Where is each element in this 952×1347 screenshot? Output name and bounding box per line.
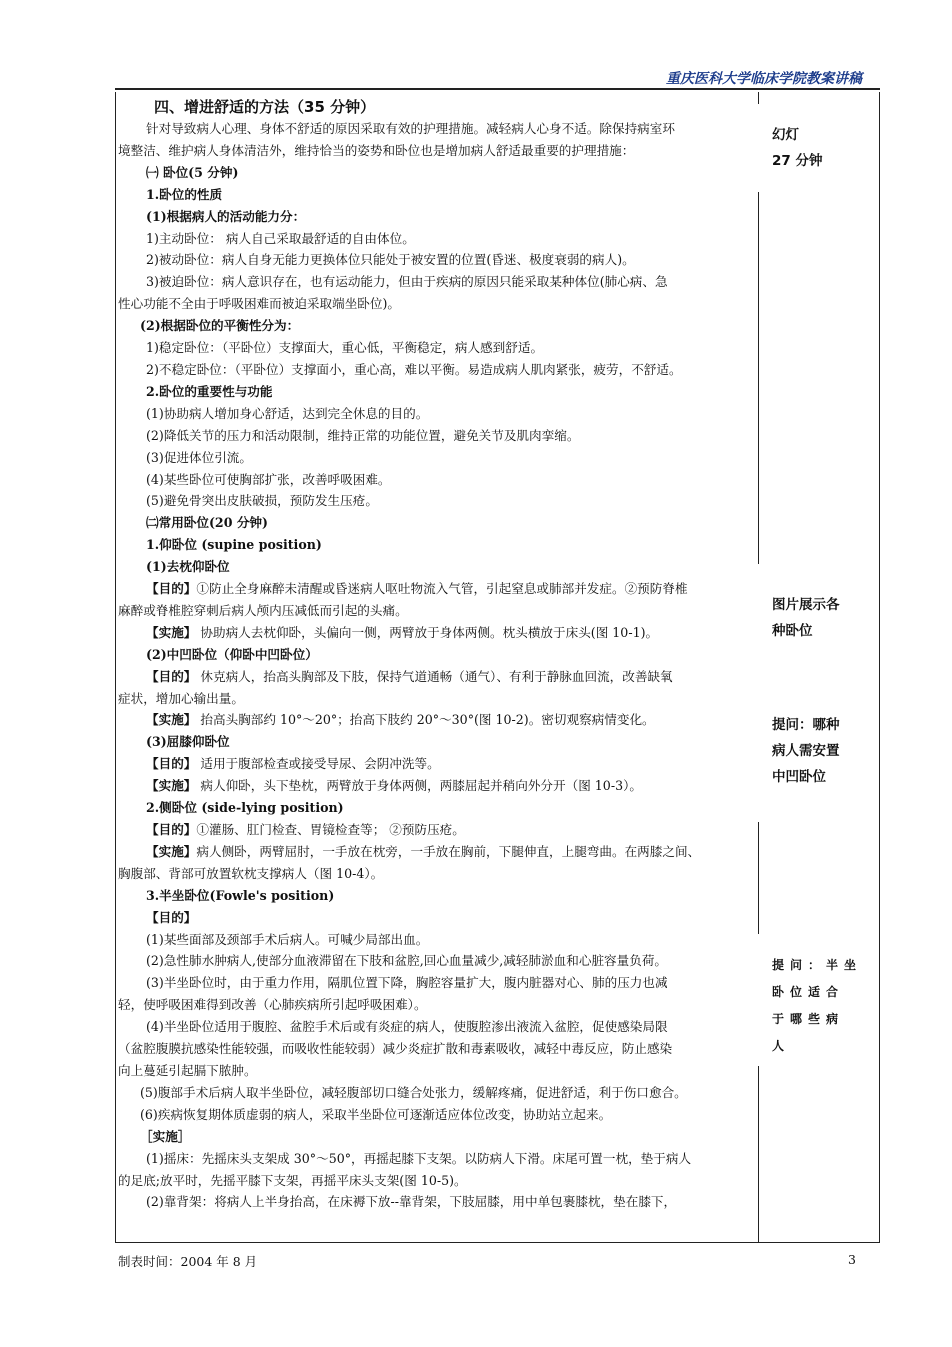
side-note-line: 图片展示各: [772, 597, 840, 613]
column-divider: [758, 192, 759, 564]
column-divider: [758, 92, 759, 104]
tag-label: 【目的】: [146, 822, 197, 837]
subheading: ㈡常用卧位(20 分钟): [146, 515, 268, 531]
list-item: 2)被动卧位：病人自身无能力更换体位只能处于被安置的位置(昏迷、极度衰弱的病人)。: [146, 252, 635, 268]
subheading: ㈠ 卧位(5 分钟): [146, 164, 239, 180]
tag-label: 【实施】: [146, 712, 197, 728]
list-item: (5)腹部手术后病人取半坐卧位，减轻腹部切口缝合处张力，缓解疼痛，促进舒适，利于伤口愈合。: [140, 1084, 687, 1100]
paragraph-text: 抬高头胸部约 10°～20°；抬高下肢约 20°～30°(图 10-2)。密切观察病情变化。: [196, 712, 655, 728]
page-number: 3: [848, 1252, 856, 1267]
list-item: （盆腔腹膜抗感染性能较强，而吸收性能较弱）减少炎症扩散和毒素吸收，减轻中毒反应，防止感染: [118, 1041, 673, 1057]
list-item: 1)稳定卧位：（平卧位）支撑面大，重心低，平衡稳定，病人感到舒适。: [146, 340, 544, 356]
side-note-question-1: [772, 712, 872, 790]
list-item: (2)急性肺水肿病人,使部分血液滞留在下肢和盆腔,回心血量减少,减轻肺淤血和心脏容量负荷。: [146, 953, 668, 969]
list-item: (6)疾病恢复期体质虚弱的病人，采取半坐卧位可逐渐适应体位改变，协助站立起来。: [140, 1106, 612, 1122]
tag-label: 【实施】: [146, 624, 197, 640]
paragraph: [118, 666, 754, 688]
lecture-content: [118, 96, 754, 1213]
list-item: (4)半坐卧位适用于腹腔、盆腔手术后或有炎症的病人，使腹腔渗出液流入盆腔，促使感染局限: [146, 1019, 668, 1035]
paragraph: [118, 775, 754, 797]
tag-label: ［实施］: [140, 1128, 191, 1144]
side-note-line: 种卧位: [772, 623, 813, 639]
tag-label: 【目的】: [146, 581, 197, 597]
side-note-slides: [772, 122, 872, 174]
tag-label: 【实施】: [146, 778, 197, 794]
paragraph: [118, 819, 754, 841]
list-item: 1)主动卧位： 病人自己采取最舒适的自由体位。: [146, 230, 415, 246]
side-note-line: 于哪些病: [772, 1012, 845, 1026]
paragraph: 针对导致病人心理、身体不舒适的原因采取有效的护理措施。减轻病人心身不适。除保持病室环: [146, 121, 675, 136]
paragraph: [118, 841, 754, 863]
list-item: 的足底;放平时，先摇平膝下支架，再摇平床头支架(图 10-5)。: [118, 1172, 467, 1188]
subheading: 2.侧卧位 (side-lying position): [146, 800, 344, 816]
paragraph-text: ①灌肠、肛门检查、胃镜检查等； ②预防压疮。: [196, 822, 465, 837]
list-item: (5)避免骨突出皮肤破损，预防发生压疮。: [146, 493, 378, 509]
list-item: 3)被迫卧位：病人意识存在，也有运动能力，但由于疾病的原因只能采取某种体位(肺心病、急: [146, 274, 668, 290]
paragraph: 胸腹部、背部可放置软枕支撑病人（图 10-4）。: [118, 865, 384, 881]
list-item: (2)靠背架：将病人上半身抬高，在床褥下放--靠背架，下肢屈膝，用中单包裹膝枕，垫在膝下，: [146, 1194, 677, 1210]
side-note-question-2: [772, 952, 872, 1060]
subheading: (2)中凹卧位（仰卧中凹卧位）: [146, 646, 318, 662]
subheading: (1)去枕仰卧位: [146, 559, 230, 575]
subheading: 3.半坐卧位(Fowle's position): [146, 887, 335, 903]
subheading: (2)根据卧位的平衡性分为：: [140, 318, 300, 334]
paragraph-text: 休克病人，抬高头胸部及下肢，保持气道通畅（通气）、有利于静脉血回流，改善缺氧: [196, 668, 673, 684]
column-divider: [758, 1066, 759, 1242]
side-note-images: [772, 592, 872, 644]
subheading: (1)根据病人的活动能力分：: [146, 208, 306, 224]
tag-label: 【目的】: [146, 909, 197, 925]
tag-label: 【目的】: [146, 668, 197, 684]
section-heading: 四、增进舒适的方法（35 分钟）: [154, 98, 376, 116]
side-note-line: 提问：哪种: [772, 717, 840, 733]
list-item: (1)某些面部及颈部手术后病人。可喊少局部出血。: [146, 931, 429, 947]
footer-date: 制表时间：2004 年 8 月: [118, 1254, 258, 1269]
paragraph-text: 适用于腹部检查或接受导尿、会阴冲洗等。: [196, 756, 440, 772]
list-item: (3)促进体位引流。: [146, 449, 252, 465]
paragraph: [118, 709, 754, 731]
subheading: 1.仰卧位 (supine position): [146, 537, 322, 553]
side-note-line: 人: [772, 1039, 791, 1053]
list-item: 性心功能不全由于呼吸困难而被迫采取端坐卧位)。: [118, 296, 400, 312]
list-item: (1)协助病人增加身心舒适，达到完全休息的目的。: [146, 405, 429, 421]
paragraph: [118, 622, 754, 644]
list-item: (1)摇床：先摇床头支架成 30°～50°，再摇起膝下支架。以防病人下滑。床尾可置一枕，垫于病人: [146, 1150, 692, 1166]
list-item: (2)降低关节的压力和活动限制，维持正常的功能位置，避免关节及肌肉挛缩。: [146, 427, 580, 443]
column-divider: [758, 822, 759, 934]
list-item: (3)半坐卧位时，由于重力作用，隔肌位置下降，胸腔容量扩大，腹内脏器对心、肺的压力也减: [146, 975, 668, 991]
side-note-line: 幻灯: [772, 127, 799, 143]
paragraph-text: ①防止全身麻醉未清醒或昏迷病人呕吐物流入气管，引起窒息或肺部并发症。②预防脊椎: [196, 581, 688, 597]
list-item: 2)不稳定卧位：（平卧位）支撑面小，重心高，难以平衡。易造成病人肌肉紧张，疲劳，不舒适。: [146, 361, 682, 377]
header-rule: [115, 88, 880, 90]
side-note-line: 中凹卧位: [772, 769, 826, 785]
paragraph: [118, 578, 754, 600]
paragraph-text: 协助病人去枕仰卧，头偏向一侧，两臂放于身体两侧。枕头横放于床头(图 10-1)。: [196, 624, 659, 640]
list-item: 向上蔓延引起膈下脓肿。: [118, 1062, 257, 1078]
side-note-line: 病人需安置: [772, 743, 840, 759]
list-item: 轻，使呼吸困难得到改善（心肺疾病所引起呼吸困难）。: [118, 997, 427, 1013]
paragraph-text: 病人仰卧，头下垫枕，两臂放于身体两侧，两膝屈起并稍向外分开（图 10-3）。: [196, 778, 642, 794]
side-note-line: 27 分钟: [772, 153, 823, 169]
side-note-line: 卧位适合: [772, 985, 845, 999]
subheading: (3)屈膝仰卧位: [146, 734, 230, 750]
paragraph: 麻醉或脊椎腔穿刺后病人颅内压减低而引起的头痛。: [118, 602, 408, 618]
subheading: 2.卧位的重要性与功能: [146, 383, 273, 399]
tag-label: 【实施】: [146, 843, 197, 859]
header-title: 重庆医科大学临床学院教案讲稿: [666, 71, 862, 87]
subheading: 1.卧位的性质: [146, 186, 223, 202]
paragraph-text: 病人侧卧，两臂屈肘，一手放在枕旁，一手放在胸前，下腿伸直，上腿弯曲。在两膝之间、: [196, 843, 701, 859]
paragraph: 境整洁、维护病人身体清洁外，维持恰当的姿势和卧位也是增加病人舒适最重要的护理措施：: [118, 142, 635, 158]
paragraph: [118, 753, 754, 775]
paragraph: 症状，增加心输出量。: [118, 690, 244, 706]
tag-label: 【目的】: [146, 756, 197, 772]
side-note-line: 提问：半坐: [772, 958, 863, 972]
list-item: (4)某些卧位可使胸部扩张，改善呼吸困难。: [146, 471, 391, 487]
